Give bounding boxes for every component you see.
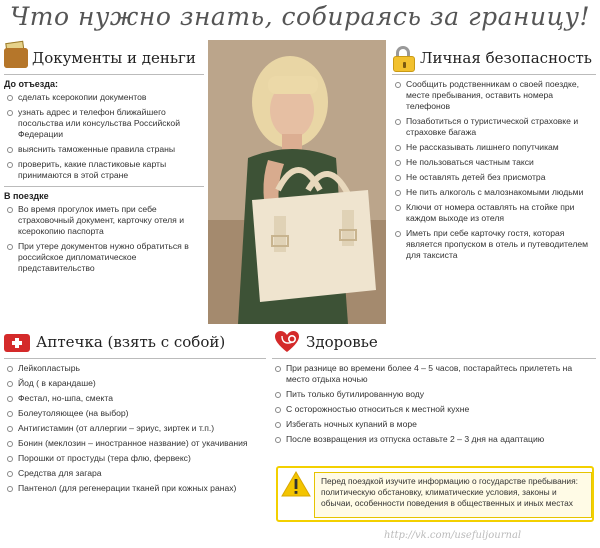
list-item: Пантенол (для регенерации тканей при кожных ранах)	[4, 483, 266, 494]
list-item: Избегать ночных купаний в море	[272, 419, 596, 430]
before-trip-list	[4, 92, 204, 181]
list-item: Не пить алкоголь с малознакомыми людьми	[392, 187, 596, 198]
documents-heading: Документы и деньги	[32, 49, 196, 67]
list-item: Йод ( в карандаше)	[4, 378, 266, 389]
list-item: Во время прогулок иметь при себе страховочный документ, карточку отеля и ксерокопию паспорта	[4, 204, 204, 237]
documents-panel	[4, 44, 204, 278]
list-item: Не оставлять детей без присмотра	[392, 172, 596, 183]
list-item: Порошки от простуды (тера флю, фервекс)	[4, 453, 266, 464]
list-item: Сообщить родственникам о своей поездке, месте пребывания, оставить номера телефонов	[392, 79, 596, 112]
list-item: Бонин (меклозин – иностранное название) от укачивания	[4, 438, 266, 449]
health-heading: Здоровье	[306, 333, 378, 351]
list-item: Иметь при себе карточку гостя, которая является пропуском в отель и путеводителем для таксиста	[392, 228, 596, 261]
before-trip-label: До отъезда:	[4, 79, 58, 89]
list-item: сделать ксерокопии документов	[4, 92, 204, 103]
page-title: Что нужно знать, собираясь за границу!	[9, 2, 591, 31]
list-item: узнать адрес и телефон ближайшего посольства или консульства Российской Федерации	[4, 107, 204, 140]
list-item: С осторожностью относиться к местной кухне	[272, 404, 596, 415]
list-item: После возвращения из отпуска оставьте 2 – 3 дня на адаптацию	[272, 434, 596, 445]
wallet-icon	[4, 46, 28, 70]
list-item: Фестал, но-шпа, смекта	[4, 393, 266, 404]
list-item: Средства для загара	[4, 468, 266, 479]
list-item: Лейкопластырь	[4, 363, 266, 374]
security-list	[392, 79, 596, 261]
security-heading: Личная безопасность	[420, 49, 592, 67]
health-panel	[272, 328, 596, 449]
list-item: Антигистамин (от аллергии – эриус, зиртек и т.п.)	[4, 423, 266, 434]
watermark-url: http://vk.com/usefuljournal	[384, 530, 522, 541]
list-item: Не рассказывать лишнего попутчикам	[392, 142, 596, 153]
list-item: проверить, какие пластиковые карты принимаются в этой стране	[4, 159, 204, 181]
warning-icon	[281, 470, 311, 498]
list-item: Ключи от номера оставлять на стойке при каждом выходе из отеля	[392, 202, 596, 224]
list-item: При утере документов нужно обратиться в российское дипломатическое представительство	[4, 241, 204, 274]
heart-stethoscope-icon	[272, 328, 302, 356]
warning-note-text: Перед поездкой изучите информацию о государстве пребывания: политическую обстановку, климатические условия, законы и обычаи, особенности поведения в общественных и иных местах	[314, 472, 592, 518]
list-item: Пить только бутилированную воду	[272, 389, 596, 400]
firstaid-list	[4, 363, 266, 494]
in-trip-list	[4, 204, 204, 274]
lock-icon	[392, 46, 416, 70]
firstaid-panel	[4, 328, 266, 498]
security-panel	[392, 44, 596, 265]
health-list	[272, 363, 596, 445]
list-item: При разнице во времени более 4 – 5 часов, постарайтесь прилететь на место отдыха ночью	[272, 363, 596, 385]
list-item: Болеутоляющее (на выбор)	[4, 408, 266, 419]
firstaid-heading: Аптечка (взять с собой)	[36, 333, 226, 351]
list-item: выяснить таможенные правила страны	[4, 144, 204, 155]
first-aid-kit-icon	[4, 330, 32, 354]
list-item: Позаботиться о туристической страховке и страховке багажа	[392, 116, 596, 138]
in-trip-label: В поездке	[4, 191, 49, 201]
woman-with-handbag-photo	[208, 40, 386, 324]
list-item: Не пользоваться частным такси	[392, 157, 596, 168]
